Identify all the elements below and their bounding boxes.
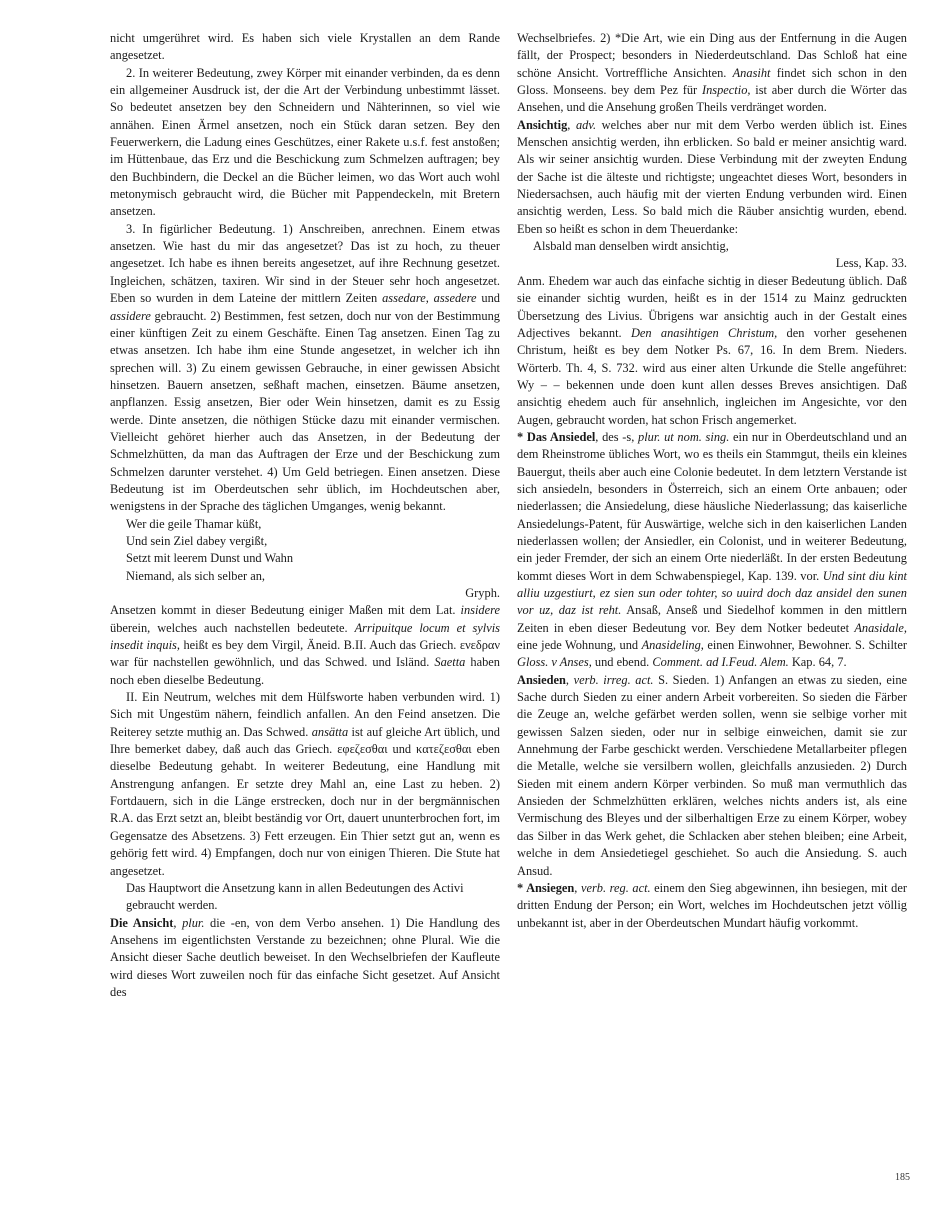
headword: Ansieden [517, 672, 566, 687]
verse-line: Und sein Ziel dabey vergißt, [126, 533, 268, 548]
text-run: , [567, 117, 576, 132]
old-german-term: Anasidale, [854, 620, 907, 635]
text-run: ist auf gleiche Art üblich, und Ihre bemerket dabey, daß auch das Griech. εφεζεσθαι und κατεζεσθαι eben dieselbe Bedeutung gehabt. In weiterer Bedeutung, eine Handlung mit Anstrengung anfangen. Er setzte drey Mahl an, eine Last zu heben. 2) Fortdauern, sich in die Länge erstrecken, doch nur in der bergmännischen R.A. das Erzt setzt an, bleibt beständig vor Ort, dauert ununterbrochen fort, im Gegensatze des Absetzens. 3) Fett erzeugen. Ein Thier setzt gut an, wenn es gehörig fett wird. 4) Empfangen, doch nur von einigen Thieren. Die Stute hat angesetzet. [110, 724, 500, 878]
text-run: einem den Sieg abgewinnen, ihn besiegen, mit der dritten Endung der Person; ein Wort, welches im Hochdeutschen jetzt völlig unbekannt ist, aber in der Oberdeutschen Mundart häufig vorkommt. [517, 880, 907, 930]
verse-line: Setzt mit leerem Dunst und Wahn [126, 551, 294, 566]
paragraph-sense-3 [110, 221, 500, 516]
paragraph-sense-2: 2. In weiterer Bedeutung, zwey Körper mit einander verbinden, da es denn ein allgemeiner Ausdruck ist, der die Art der Verbindung unbestimmt lässet. So bedeutet ansetzen bey den Schneidern und Nähterinnen, so viel wie annähen. Einen Ärmel ansetzen, noch ein Stück daran setzen. Bey den Feuerwerkern, die Ladung eines Geschützes, einer Rakete u.s.f. fest anstoßen; im Hüttenbaue, das Erz und die Beschickung zum Schmelzen auftragen; bey den Buchbindern, die Deckel an die Bücher leimen, wo das Wort auch wohl metonymisch gebraucht wird, die Bücher mit Pappendeckeln, mit Bretern ansetzen. [110, 65, 500, 219]
latin-term: insidere [460, 603, 500, 618]
grammar-note: plur. ut nom. sing. [638, 429, 730, 444]
text-run: , des -s, [595, 429, 639, 444]
text-run: , [173, 915, 183, 930]
entry-ansieden [517, 672, 907, 880]
text-run: , [574, 880, 581, 895]
reference-title: Gloss. v Anses, [517, 655, 592, 670]
paragraph-latin-note [110, 602, 500, 689]
text-run: , [565, 672, 574, 687]
text-run: Kap. 64, 7. [788, 655, 847, 670]
text-run: und [476, 291, 500, 306]
text-run: S. Sieden. 1) Anfangen an etwas zu sieden, eine Sache durch Sieden zu einer andern Arbeit vorbereiten. So sieden die Färber die Zeuge an, welche gefärbet werden sollen, wenn sie selbige vorher mit gewissen Salzen sieden, oder nur in selbige einweichen, damit sie zur Annehmung der Farbe geschickt werden. Verschiedene Metallarbeiter pflegen die Metalle, welche sie versilbern wollen, gleichfalls anzusieden. 2) Durch Sieden mit einem andern Körper verbinden. So muß man vermuthlich das Ansieden der Schmelzhütten erklären, welches nichts anders ist, als eine Vermischung des Bleyes und der silberhaltigen Erze zu einem Körper, wobey das Silber in das Werk gehet, die Schlacken aber stehen bleiben; eine Arbeit, welche in dem Ansiedetiegel geschiehet. So auch die Ansiedung. S. auch Ansud. [517, 672, 908, 878]
text-run: den vorher gesehenen Christum, heißt es bey dem Notker Ps. 67, 16. In dem Brem. Nieders. Wörterb. Th. 4, S. 732. wird aus einer alten Urkunde die Stelle angeführet: Wy – – bekennen unde doen kunt allen desses Breves ansichtigen. Daß ansichtig ehedem auch für ansehnlich, ingleichen im Angesichte, vor den Augen, gebraucht worden, hat schon Frisch angemerket. [517, 325, 908, 427]
grammar-note: verb. irreg. act. [573, 672, 654, 687]
headword: Ansichtig [517, 117, 568, 132]
swedish-term: Saetta [434, 655, 466, 670]
text-run: die -en, von dem Verbo ansehen. 1) Die Handlung des Ansehens im eigentlichsten Verstande zu bezeichnen; ohne Plural. Wie die Ansicht dieser Sache deutlich beweiset. In den Wechselbriefen der Kaufleute wird dieses Wort zuweilen noch für das einfache Sicht gesetzet. Auf Ansicht des [110, 915, 500, 999]
text-run: Ansaß, Anseß und Siedelhof kommen in den mittlern Zeiten in eben dieser Bedeutung vor. Bey dem Notker bedeutet [517, 603, 907, 635]
grammar-note: verb. reg. act. [580, 880, 651, 895]
left-column [110, 30, 500, 1001]
grammar-note: plur. [182, 915, 205, 930]
grammar-note: adv. [575, 117, 597, 132]
headword: * Das Ansiedel [517, 429, 596, 444]
entry-ansiedel [517, 429, 907, 672]
text-run: überein, welches auch nachstellen bedeutete. [110, 620, 355, 635]
page-number: 185 [895, 1172, 910, 1183]
verse-line: Alsbald man denselben wirdt ansichtig, [533, 239, 729, 254]
text-run: gebraucht. 2) Bestimmen, fest setzen, doch nur von der Bestimmung einer künftigen Zeit zu einem Geschäfte. Einen Tag ansetzen. Einen Tag zu etwas ansetzen. Ich habe ihm eine Stunde angesetzet, in welcher ich ihn sprechen will. 3) Zu einem gewissen Gebrauche, in einer gewissen Absicht hinsetzen. Bauern ansetzen, seßhaft machen, einsetzen. Bäume ansetzen, anpflanzen. Essig ansetzen, Bier oder Wein hinsetzen, damit es zu Essig werde. Dinte ansetzen, die nöthigen Stücke dazu mit einander vermischen. Vielleicht gehöret hierher auch das Ansetzen, in der Bedeutung der Schmelzhütten, da man das Auftragen der Erze und der Beschickung zum Schmelzen darunter verstehet. 4) Um Geld betriegen. Einen ansetzen. Diese Bedeutung ist im Oberdeutschen sehr üblich, im Hochdeutschen aber, wenigstens in der Sprache des täglichen Umganges, wenig bekannt. [110, 308, 500, 514]
paragraph-rande: nicht umgerühret wird. Es haben sich viele Krystallen an dem Rande angesetzet. [110, 31, 500, 63]
text-run: eine jede Wohnung, und [517, 638, 642, 653]
paragraph-ansicht-continued [517, 30, 907, 117]
old-german-term: Anasiht [732, 65, 771, 80]
verse-line: Niemand, als sich selber an, [126, 568, 266, 583]
verse-line: Wer die geile Thamar küßt, [126, 516, 262, 531]
quote-attribution: Gryph. [465, 586, 500, 600]
text-run: ein nur in Oberdeutschland und an dem Rheinstrome übliches Wort, wo es theils ein Stammgut, theils ein kleines Bauergut, theils aber auch eine Colonie bedeutet. In dem letztern Verstande ist sich ansiedeln, besonders in Österreich, sich an einem Orte anbauen; oder niederlassen; die Ansiedelung, diese häusliche Niederlassung; das kaiserliche Ansiedelungs-Patent, für Auswärtige, welche sich in den kaiserlichen Landen niederlassen wollen; der Ansiedler, ein Colonist, und in weiterer Bedeutung, ein jeder Fremder, der sich an einem Orte niederläßt. In der ersten Bedeutung kommt dieses Wort in dem Schwabenspiegel, Kap. 139. vor. [517, 429, 907, 583]
text-run: 3. In figürlicher Bedeutung. 1) Anschreiben, anrechnen. Einem etwas ansetzen. Wie hast du mir das angesetzet? Das ist zu hoch, zu theuer angesetzet. Ich habe es ihnen bereits angesetzet, auf ihre Rechnung gesetzet. Ingleichen, schätzen, taxiren. Wir sind in der Steuer sehr hoch angesetzet. Eben so wurden in dem Lateine der mittlern Zeiten [110, 221, 500, 306]
old-german-term: Anasideling, [641, 638, 704, 653]
swedish-term: ansätta [311, 724, 349, 739]
latin-term: assedare, assedere [382, 291, 477, 306]
latin-term: assidere [110, 308, 151, 323]
text-run: haben noch eben dieselbe Bedeutung. [110, 655, 500, 687]
latin-quote: Arripuitque locum et sylvis insedit inquis, [110, 620, 500, 653]
right-column [517, 30, 907, 932]
text-run: und ebend. [591, 655, 653, 670]
quote-attribution: Less, Kap. 33. [835, 256, 907, 271]
entry-ansicht [110, 915, 500, 1002]
old-german-quote: Den anasihtigen Christum, [630, 325, 778, 340]
text-run: Ansetzen kommt in dieser Bedeutung einiger Maßen mit dem Lat. [110, 603, 461, 618]
headword: * Ansiegen [517, 880, 575, 895]
headword: Die Ansicht [110, 915, 174, 930]
text-run: Wechselbriefes. 2) *Die Art, wie ein Ding aus der Entfernung in die Augen fällt, der Prospect; besonders in Niederdeutschland. Das Schloß hat eine schöne Ansicht. Vortreffliche Ansichten. [517, 31, 907, 80]
text-run: II. Ein Neutrum, welches mit dem Hülfsworte haben verbunden wird. 1) Sich mit Ungestüm nähern, feindlich anfallen. An den Feind ansetzen. Die Reiterey setzte muthig an. Das Schwed. [110, 690, 500, 739]
paragraph-anm [517, 273, 907, 429]
text-run: ist aber durch die Wörter das Ansehen, und die Ansehung großen Theils verdränget worden. [517, 83, 907, 115]
paragraph-neutrum [110, 689, 500, 880]
old-german-quote: Und sint diu kint alliu uzgestiurt, ez sien sun oder tohter, so uuird doch daz ansidel den sunen vor uz, daz ist reht. [517, 568, 907, 618]
text-run: heißt es bey dem Virgil, Äneid. B.II. Auch das Griech. ενεδραν war für nachstellen gewöhnlich, und das Schwed. und Isländ. [110, 638, 500, 670]
text-run: welches aber nur mit dem Verbo werden üblich ist. Eines Menschen ansichtig werden, ihn erblicken. So bald er meiner ansichtig ward. Als wir seiner ansichtig wurden. Diese Verbindung mit der zweyten Endung der Sache ist die älteste und richtigste; ungeachtet dieses Wort, besonders in Niedersachsen, auch häufig mit der vierten Endung verbunden wird. Einen ansichtig werden, Less. So bald mich die Räuber ansichtig wurden, ebend. Eben so heißt es schon in dem Theuerdanke: [517, 117, 907, 236]
paragraph-hauptwort: Das Hauptwort die Ansetzung kann in allen Bedeutungen des Activi gebraucht werden. [126, 880, 464, 913]
text-run: findet sich schon in den Gloss. Monseens. bey dem Pez für [517, 65, 907, 98]
reference-title: Comment. ad I.Feud. Alem. [652, 655, 789, 670]
text-run: Anm. Ehedem war auch das einfache sichtig in dieser Bedeutung üblich. Daß sie einander sichtig wurden, heißt es in der 1514 zu Mainz gedruckten Übersetzung des Livius. Übrigens war ansichtig auch in der Gestalt eines Adjectives bekannt. [517, 273, 907, 340]
latin-term: Inspectio, [701, 83, 751, 98]
text-run: einen Einwohner, Bewohner. S. Schilter [703, 638, 907, 653]
entry-ansiegen [517, 880, 907, 932]
entry-ansichtig [517, 117, 907, 238]
